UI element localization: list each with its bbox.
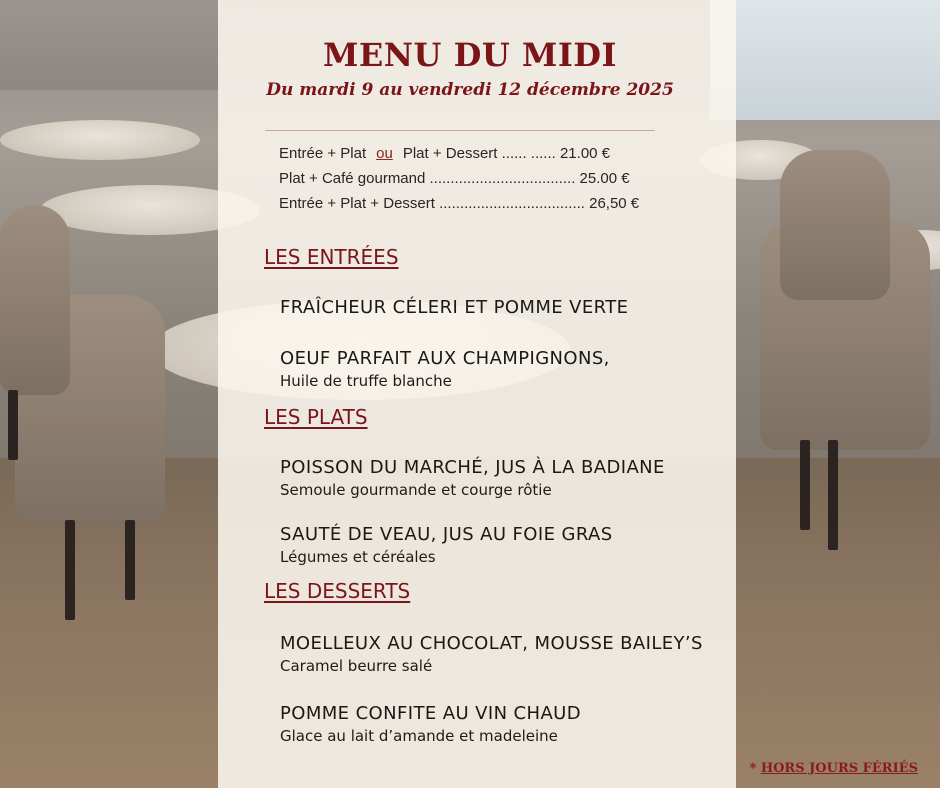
- section-title-desserts: LES DESSERTS: [264, 579, 411, 603]
- formula-prices: [279, 144, 669, 219]
- background-chair-leg: [125, 520, 135, 600]
- dish-item: [280, 703, 581, 745]
- dish-description: Légumes et céréales: [280, 548, 436, 566]
- formula-line: Plat + Café gourmand ................................... 25.00 €: [279, 170, 630, 187]
- dish-item: [280, 348, 610, 390]
- formula-line: Entrée + Plat + Dessert ................................... 26,50 €: [279, 195, 640, 212]
- menu-title: MENU DU MIDI: [322, 36, 617, 74]
- dish-item: [280, 297, 628, 318]
- dish-name: FRAÎCHEUR CÉLERI ET POMME VERTE: [280, 297, 629, 318]
- formula-line: [279, 144, 669, 169]
- dish-item: [280, 457, 665, 499]
- formula-right: Plat + Dessert ...... ...... 21.00 €: [402, 145, 611, 162]
- background-chair: [780, 150, 890, 300]
- footnote-star: *: [749, 761, 761, 776]
- background-chair-leg: [65, 520, 75, 620]
- background-chair-leg: [8, 390, 18, 460]
- background-chair-leg: [800, 440, 810, 530]
- section-title-entrees: LES ENTRÉES: [264, 245, 399, 269]
- dish-description: Semoule gourmande et courge rôtie: [280, 481, 552, 499]
- dish-name: POISSON DU MARCHÉ, JUS À LA BADIANE: [280, 457, 665, 478]
- dish-name: POMME CONFITE AU VIN CHAUD: [280, 703, 582, 724]
- footnote: [749, 761, 918, 776]
- section-title-plats: LES PLATS: [264, 405, 368, 429]
- background-table: [0, 120, 200, 160]
- footnote-text: HORS JOURS FÉRIÉS: [760, 761, 918, 776]
- background-chair: [0, 205, 70, 395]
- dish-item: [280, 524, 613, 566]
- divider: [265, 130, 655, 131]
- dish-name: OEUF PARFAIT AUX CHAMPIGNONS,: [280, 348, 610, 369]
- formula-or: ou: [376, 145, 393, 162]
- background-chair-leg: [828, 440, 838, 550]
- dish-description: Glace au lait d’amande et madeleine: [280, 727, 558, 745]
- menu-dates: Du mardi 9 au vendredi 12 décembre 2025: [266, 80, 674, 100]
- dish-name: MOELLEUX AU CHOCOLAT, MOUSSE BAILEY’S: [280, 633, 703, 654]
- dish-name: SAUTÉ DE VEAU, JUS AU FOIE GRAS: [280, 524, 613, 545]
- formula-left: Entrée + Plat: [279, 145, 367, 162]
- dish-description: Caramel beurre salé: [280, 657, 433, 675]
- dish-item: [280, 633, 703, 675]
- dish-description: Huile de truffe blanche: [280, 372, 452, 390]
